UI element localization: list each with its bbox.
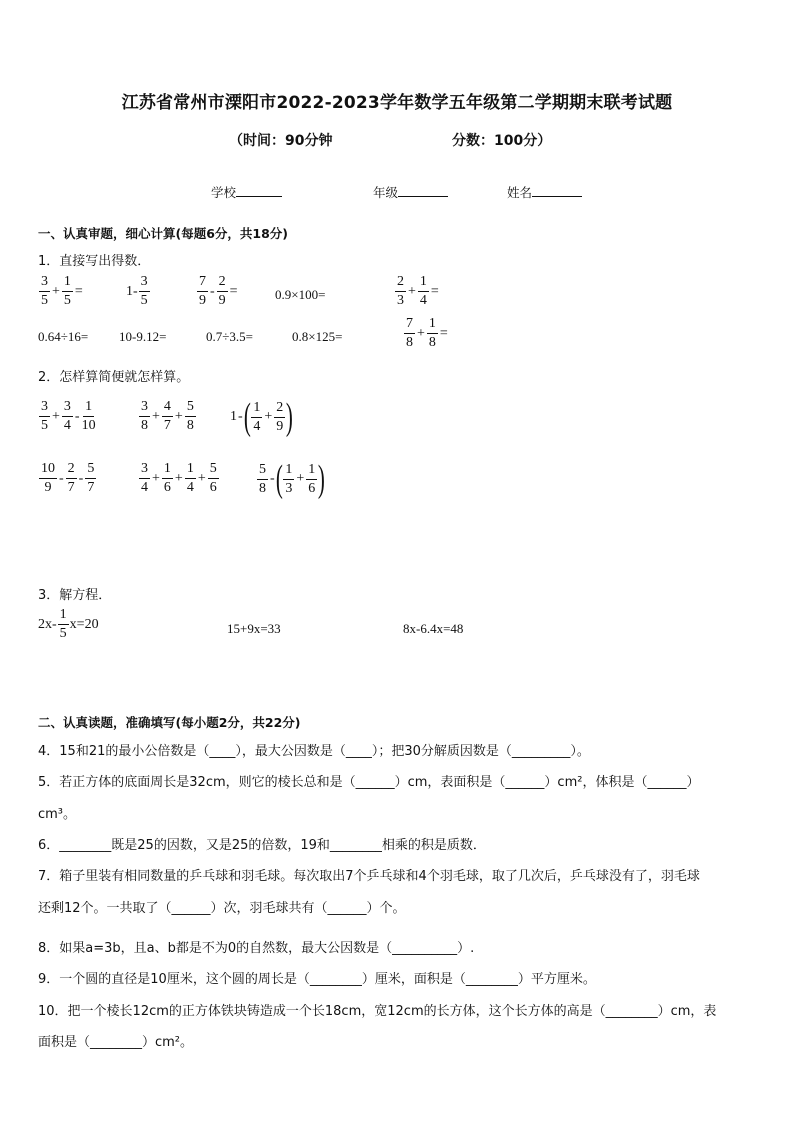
question-7-cont: 还剩12个。一共取了（______）次，羽毛球共有（______）个。 [38,901,406,916]
grade-label: 年级 [373,185,399,200]
q2-expr-5: $\frac{3}{4}$ + $\frac{1}{6}$ + $\frac{1}{4}$ + $\frac{5}{6}$ [141,461,217,495]
question-5-cont: cm³。 [38,807,77,822]
question-3-label: 3．解方程． [38,588,112,603]
exam-score: 分数：100分） [452,133,552,149]
question-1-label: 1．直接写出得数． [38,254,151,269]
question-6: 6．________既是25的因数，又是25的倍数，19和________相乘的积是质数． [38,838,486,853]
question-4: 4．15和21的最小公倍数是（____），最大公因数是（____）；把30分解质因数是（_________）。 [38,744,590,759]
q2-expr-2: $\frac{3}{8}$ + $\frac{4}{7}$ + $\frac{5}{8}$ [141,399,194,433]
question-2-label: 2．怎样算简便就怎样算。 [38,370,190,385]
question-10: 10．把一个棱长12cm的正方体铁块铸造成一个长18cm，宽12cm的长方体，这个长方体的高是（________）cm，表 [38,1004,717,1019]
question-9: 9．一个圆的直径是10厘米，这个圆的周长是（________）厘米，面积是（________）平方厘米。 [38,972,596,987]
q1-expr-7: 10-9.12= [119,329,167,344]
q1-expr-4: 0.9×100= [275,287,326,302]
school-blank[interactable] [236,184,282,197]
q1-expr-5: $\frac{2}{3}$ + $\frac{1}{4}$ = [397,274,439,308]
q3-eq-2: 15+9x=33 [227,621,281,636]
q1-expr-2: 1- $\frac{3}{5}$ [126,274,148,308]
name-label: 姓名 [507,185,533,200]
question-5: 5．若正方体的底面周长是32cm，则它的棱长总和是（______）cm，表面积是（______）cm²，体积是（______） [38,775,700,790]
page-title: 江苏省常州市溧阳市2022-2023学年数学五年级第二学期期末联考试题 [121,93,673,113]
question-7: 7．箱子里装有相同数量的乒乓球和羽毛球。每次取出7个乒乓球和4个羽毛球，取了几次后，乒乓球没有了，羽毛球 [38,869,700,884]
q1-expr-10: $\frac{7}{8}$ + $\frac{1}{8}$ = [406,316,448,350]
section-2-heading: 二、认真读题，准确填写(每小题2分，共22分) [38,715,301,730]
q1-expr-1: $\frac{3}{5}$ + $\frac{1}{5}$ = [41,274,83,308]
grade-field[interactable] [373,183,448,201]
q2-expr-1: $\frac{3}{5}$ + $\frac{3}{4}$ - $\frac{1}{10}$ [41,399,96,433]
name-blank[interactable] [532,184,582,197]
school-label: 学校 [211,185,237,200]
exam-time: （时间：90分钟 [229,133,333,149]
grade-blank[interactable] [398,184,448,197]
q2-expr-3: 1 - ( $\frac{1}{4}$ + $\frac{2}{9}$ ) [230,396,294,438]
q1-expr-6: 0.64÷16= [38,329,89,344]
q2-expr-4: $\frac{10}{9}$ - $\frac{2}{7}$ - $\frac{5}{7}$ [41,461,95,495]
name-field[interactable] [507,183,582,201]
question-8: 8．如果a=3b，且a、b都是不为0的自然数，最大公因数是（__________）. [38,941,475,956]
section-1-heading: 一、认真审题，细心计算(每题6分，共18分) [38,226,289,241]
q1-expr-3: $\frac{7}{9}$ - $\frac{2}{9}$ = [199,274,238,308]
question-10-cont: 面积是（________）cm²。 [38,1035,194,1050]
q3-eq-3: 8x-6.4x=48 [403,621,464,636]
q1-expr-9: 0.8×125= [292,329,343,344]
school-field[interactable] [211,183,282,201]
q3-eq-1: 2x- $\frac{1}{5}$ x=20 [38,607,99,641]
q2-expr-6: $\frac{5}{8}$ - ( $\frac{1}{3}$ + $\frac{1}{6}$ ) [259,458,326,500]
q1-expr-8: 0.7÷3.5= [206,329,253,344]
